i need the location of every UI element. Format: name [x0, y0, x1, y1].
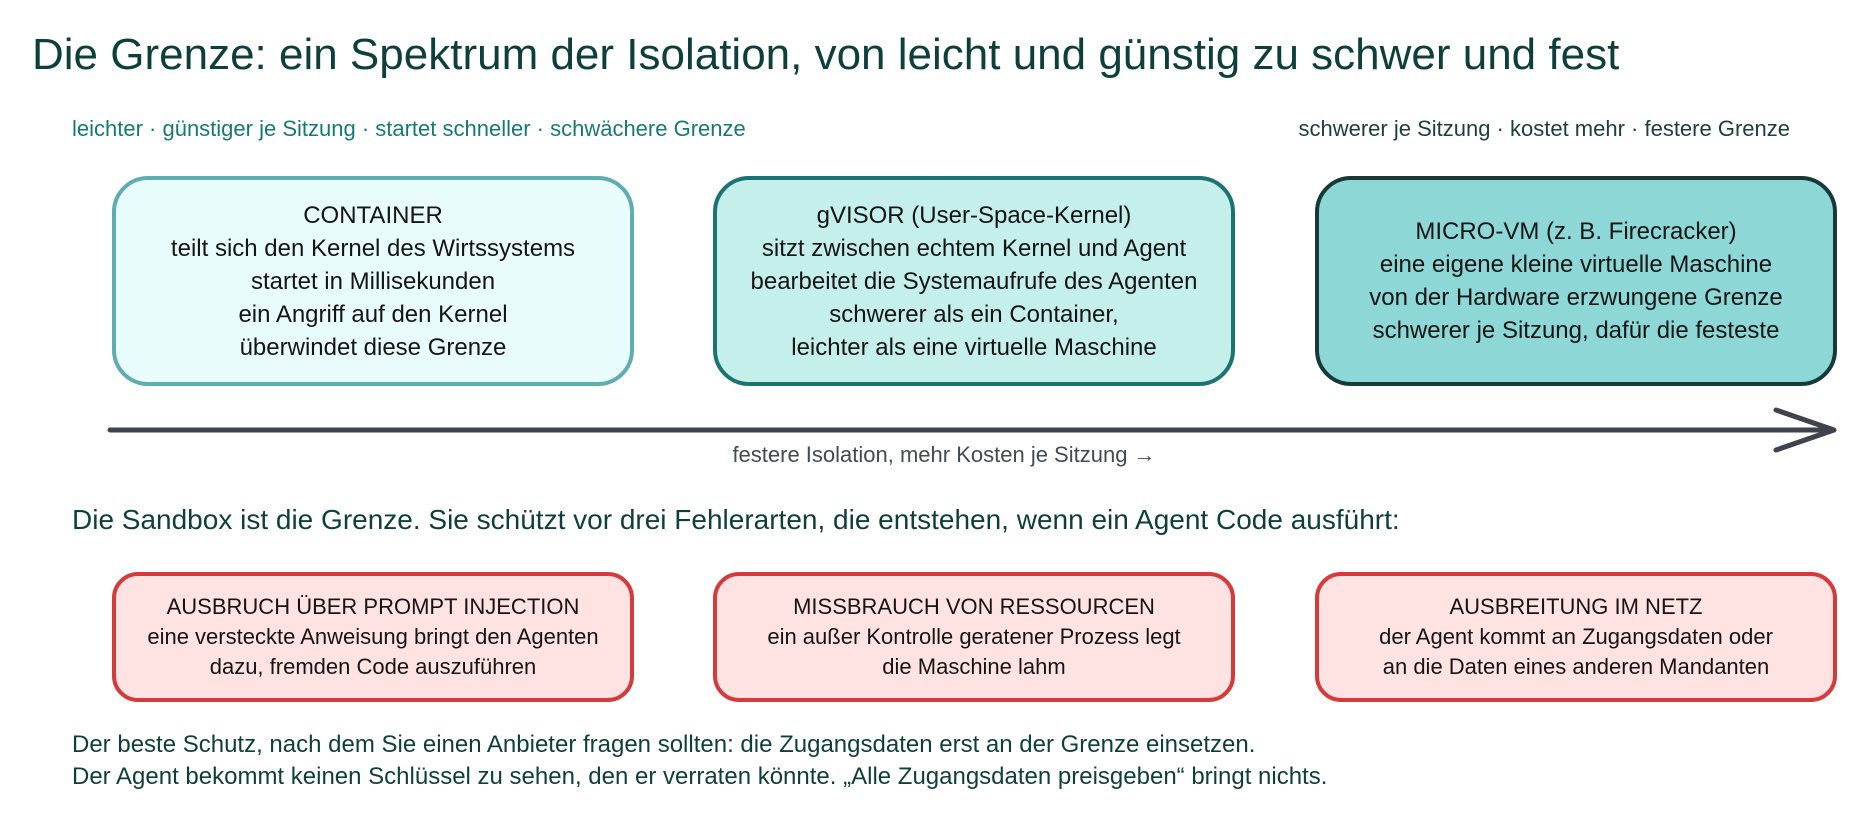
tier-line: startet in Millisekunden — [250, 267, 496, 295]
risk-line: eine versteckte Anweisung bringt den Agenten — [147, 624, 599, 649]
intro-text: Die Sandbox ist die Grenze. Sie schützt vor drei Fehlerarten, die entstehen, wenn ein Agent Code ausführt: — [72, 504, 1400, 535]
tier-line: ein Angriff auf den Kernel — [238, 300, 508, 328]
scale-label-heavy: schwerer je Sitzung · kostet mehr · festere Grenze — [1298, 116, 1790, 141]
tier-line: sitzt zwischen echtem Kernel und Agent — [761, 234, 1187, 262]
risk-line: dazu, fremden Code auszuführen — [209, 654, 537, 679]
risk-line: der Agent kommt an Zugangsdaten oder — [1379, 624, 1773, 649]
scale-label-light: leichter · günstiger je Sitzung · startet schneller · schwächere Grenze — [72, 116, 746, 141]
footer-note — [72, 729, 1327, 793]
footer-line: Der Agent bekommt keinen Schlüssel zu sehen, den er verraten könnte. „Alle Zugangsdaten preisgeben“ bringt nichts. — [72, 763, 1328, 790]
tier-line: leichter als eine virtuelle Maschine — [791, 333, 1157, 361]
risk-box-prompt-injection — [112, 572, 634, 702]
risk-line: ein außer Kontrolle geratener Prozess legt — [767, 624, 1181, 649]
tier-line: überwindet diese Grenze — [239, 333, 507, 361]
risk-title: AUSBRUCH ÜBER PROMPT INJECTION — [166, 594, 580, 619]
tier-line: von der Hardware erzwungene Grenze — [1369, 284, 1783, 311]
tier-line: schwerer als ein Container, — [829, 300, 1119, 328]
tier-line: teilt sich den Kernel des Wirtssystems — [170, 234, 576, 262]
risk-line: die Maschine lahm — [882, 654, 1066, 679]
risk-box-resource-abuse — [713, 572, 1235, 702]
tier-line: bearbeitet die Systemaufrufe des Agenten — [750, 267, 1198, 295]
tier-title: CONTAINER — [303, 201, 443, 229]
page-title: Die Grenze: ein Spektrum der Isolation, von leicht und günstig zu schwer und fest — [32, 30, 1620, 79]
tier-line: schwerer je Sitzung, dafür die festeste — [1372, 317, 1780, 344]
risk-line: an die Daten eines anderen Mandanten — [1382, 654, 1770, 679]
risk-title: AUSBREITUNG IM NETZ — [1449, 594, 1703, 619]
tier-title: gVISOR (User-Space-Kernel) — [816, 201, 1132, 229]
risk-title: MISSBRAUCH VON RESSOURCEN — [793, 594, 1155, 619]
tier-line: eine eigene kleine virtuelle Maschine — [1379, 251, 1773, 278]
axis-caption: festere Isolation, mehr Kosten je Sitzung → — [732, 442, 1156, 467]
tier-title: MICRO-VM (z. B. Firecracker) — [1415, 218, 1737, 245]
risk-box-network-spread — [1315, 572, 1837, 702]
footer-line: Der beste Schutz, nach dem Sie einen Anbieter fragen sollten: die Zugangsdaten erst an der Grenze einsetzen. — [72, 731, 1256, 758]
